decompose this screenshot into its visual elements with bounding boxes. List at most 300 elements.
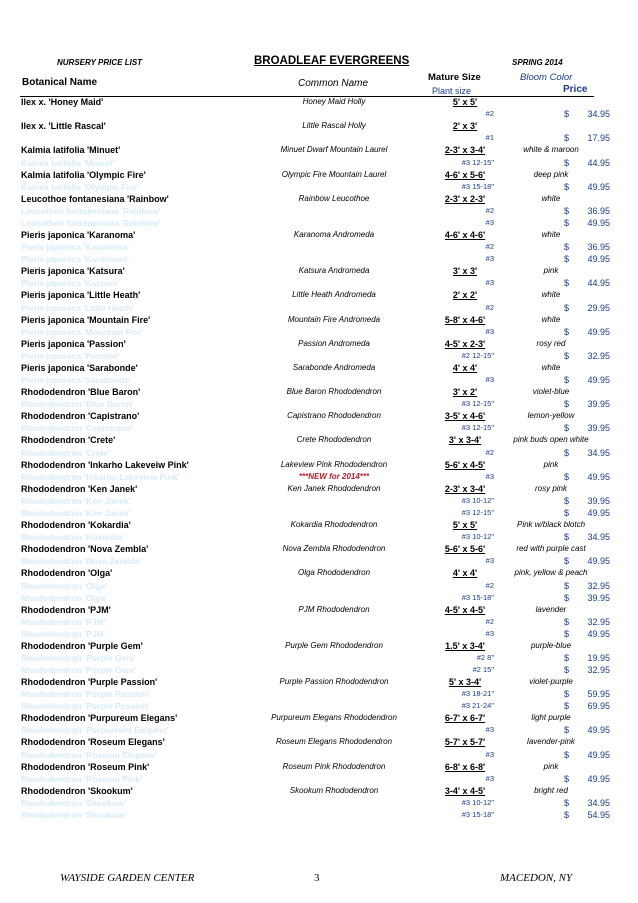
botanical-name: Rhododendron 'Purpureum Elegans' bbox=[21, 713, 178, 724]
plant-size: #2 bbox=[485, 580, 494, 590]
plant-row bbox=[0, 169, 638, 181]
bloom-color: white bbox=[541, 314, 561, 324]
common-name: PJM Rhododendron bbox=[298, 604, 370, 614]
price-row bbox=[0, 616, 638, 628]
price-value: 32.95 bbox=[587, 580, 610, 591]
ghost-botanical-name: Rhododendron 'Purpureum Elegans' bbox=[21, 725, 169, 736]
currency-symbol: $ bbox=[564, 350, 570, 361]
price-value: 44.95 bbox=[587, 278, 610, 289]
mature-size: 6-7' x 6-7' bbox=[444, 713, 486, 724]
plant-size: #3 bbox=[485, 725, 494, 735]
price-value: 49.95 bbox=[587, 217, 610, 228]
common-name: Crete Rhododendron bbox=[296, 435, 372, 445]
bloom-color: pink, yellow & peach bbox=[514, 568, 588, 578]
plant-size: #3 21-24" bbox=[461, 701, 494, 711]
botanical-name: Rhododendron 'Olga' bbox=[21, 568, 113, 579]
bloom-color: white bbox=[541, 229, 561, 239]
price-value: 49.95 bbox=[587, 725, 610, 736]
footer-location: MACEDON, NY bbox=[500, 872, 573, 884]
mature-size: 4-6' x 4-6' bbox=[444, 229, 486, 240]
ghost-botanical-name: Rhododendron 'Roseum Pink' bbox=[21, 773, 143, 784]
plant-size: #3 bbox=[485, 749, 494, 759]
mature-size: 4' x 4' bbox=[452, 362, 478, 373]
common-name: Roseum Pink Rhododendron bbox=[282, 761, 386, 771]
mature-size: 6-8' x 6-8' bbox=[444, 761, 486, 772]
price-row bbox=[0, 181, 638, 193]
plant-size: #2 bbox=[485, 109, 494, 119]
price-value: 39.95 bbox=[587, 423, 610, 434]
mature-size: 4-5' x 2-3' bbox=[444, 338, 486, 349]
mature-size: 5-6' x 5-6' bbox=[444, 544, 486, 555]
ghost-botanical-name: Rhododendron 'Olga' bbox=[21, 580, 108, 591]
currency-symbol: $ bbox=[564, 508, 570, 518]
plant-size: #2 bbox=[485, 242, 494, 252]
price-row bbox=[0, 700, 638, 712]
bloom-color: pink bbox=[543, 459, 559, 469]
bloom-color: pink buds open white bbox=[513, 435, 589, 445]
plant-size: #1 bbox=[485, 133, 494, 143]
common-name: Purple Passion Rhododendron bbox=[279, 676, 389, 686]
botanical-name: Rhododendron 'PJM' bbox=[21, 604, 111, 615]
common-name: Little Heath Andromeda bbox=[292, 290, 376, 300]
mature-size: 5' x 3-4' bbox=[448, 676, 482, 687]
plant-row bbox=[0, 386, 638, 398]
price-value: 54.95 bbox=[587, 809, 610, 820]
ghost-botanical-name: Rhododendron 'Capistrano' bbox=[21, 423, 133, 434]
ghost-botanical-name: Pieris japonica 'Passion' bbox=[21, 350, 120, 361]
currency-symbol: $ bbox=[564, 532, 570, 543]
price-row bbox=[0, 132, 638, 144]
common-name: Roseum Elegans Rhododendron bbox=[275, 737, 393, 747]
price-value: 49.95 bbox=[587, 471, 610, 482]
bloom-color: white bbox=[541, 362, 561, 372]
plant-size: #3 18-21" bbox=[461, 689, 494, 699]
plant-size: #3 bbox=[485, 556, 494, 566]
plant-size: #2 bbox=[485, 447, 494, 457]
price-row bbox=[0, 326, 638, 338]
price-row bbox=[0, 507, 638, 519]
price-row bbox=[0, 374, 638, 386]
page-number: 3 bbox=[314, 872, 320, 884]
currency-symbol: $ bbox=[564, 302, 570, 313]
currency-symbol: $ bbox=[564, 556, 570, 567]
plant-row bbox=[0, 736, 638, 748]
price-value: 44.95 bbox=[587, 157, 610, 168]
ghost-botanical-name: Pieris japonica 'Mountain Fire' bbox=[21, 326, 144, 337]
mature-size: 1.5' x 3-4' bbox=[445, 640, 485, 651]
price-row bbox=[0, 555, 638, 567]
ghost-botanical-name: Rhododendron 'Purple Passion' bbox=[21, 689, 150, 700]
plant-size: #2 bbox=[485, 616, 494, 626]
common-name: Purpureum Elegans Rhododendron bbox=[271, 713, 397, 723]
ghost-botanical-name: Rhododendron 'Kokardia' bbox=[21, 532, 125, 543]
currency-symbol: $ bbox=[564, 616, 570, 627]
plant-row bbox=[0, 712, 638, 724]
plant-size: #3 bbox=[485, 326, 494, 336]
plant-row bbox=[0, 120, 638, 132]
price-row bbox=[0, 302, 638, 314]
ghost-botanical-name: Kalmia latifolia 'Olympic Fire' bbox=[21, 181, 139, 192]
price-value: 69.95 bbox=[587, 701, 610, 712]
col-header-mature-size: Mature Size bbox=[428, 72, 481, 83]
season-label: SPRING 2014 bbox=[512, 58, 563, 67]
bloom-color: Pink w/black blotch bbox=[516, 520, 586, 529]
price-value: 49.95 bbox=[587, 508, 610, 518]
plant-row bbox=[0, 265, 638, 277]
common-name: Nova Zembla Rhododendron bbox=[282, 544, 386, 554]
col-header-botanical: Botanical Name bbox=[22, 77, 98, 88]
common-name: Ken Janek Rhododendron bbox=[287, 483, 381, 493]
plant-size: #3 bbox=[485, 217, 494, 227]
plant-row bbox=[0, 785, 638, 797]
ghost-botanical-name: Rhododendron 'PJM' bbox=[21, 628, 106, 639]
currency-symbol: $ bbox=[564, 592, 570, 603]
plant-row bbox=[0, 144, 638, 156]
botanical-name: Rhododendron 'Roseum Pink' bbox=[21, 761, 150, 772]
price-value: 34.95 bbox=[587, 109, 610, 120]
ghost-botanical-name: Pieris japonica 'Little Heath' bbox=[21, 302, 134, 313]
price-value: 49.95 bbox=[587, 375, 610, 386]
price-row bbox=[0, 422, 638, 434]
ghost-botanical-name: Pieris japonica 'Sarabonde' bbox=[21, 375, 132, 386]
ghost-botanical-name: Leucothoe fontanesiana 'Rainbow' bbox=[21, 217, 161, 228]
botanical-name: Pieris japonica 'Katsura' bbox=[21, 266, 125, 277]
plant-size: #3 15-18" bbox=[461, 809, 494, 819]
plant-size: #2 bbox=[485, 302, 494, 312]
mature-size: 5-6' x 4-5' bbox=[444, 459, 486, 470]
plant-row bbox=[0, 96, 638, 108]
price-value: 34.95 bbox=[587, 447, 610, 458]
price-value: 39.95 bbox=[587, 399, 610, 410]
mature-size: 2' x 3' bbox=[452, 121, 478, 132]
common-name: Capistrano Rhododendron bbox=[287, 411, 381, 421]
ghost-botanical-name: Rhododendron 'PJM' bbox=[21, 616, 106, 627]
common-name: Passion Andromeda bbox=[298, 338, 370, 348]
ghost-botanical-name: Rhododendron 'Nova Zembla' bbox=[21, 556, 142, 567]
section-title: BROADLEAF EVERGREENS bbox=[254, 55, 410, 67]
common-name: Little Rascal Holly bbox=[302, 121, 366, 131]
price-value: 32.95 bbox=[587, 350, 610, 361]
plant-row bbox=[0, 434, 638, 446]
currency-symbol: $ bbox=[564, 580, 570, 591]
bloom-color: rosy red bbox=[536, 338, 566, 348]
price-row bbox=[0, 580, 638, 592]
plant-row bbox=[0, 193, 638, 205]
botanical-name: Rhododendron 'Roseum Elegans' bbox=[21, 737, 165, 748]
botanical-name: Pieris japonica 'Little Heath' bbox=[21, 290, 141, 301]
mature-size: 3' x 3' bbox=[452, 266, 478, 277]
ghost-botanical-name: Rhododendron 'Skookum' bbox=[21, 809, 127, 820]
currency-symbol: $ bbox=[564, 701, 570, 712]
col-header-bloom-color: Bloom Color bbox=[520, 72, 573, 83]
botanical-name: Leucothoe fontanesiana 'Rainbow' bbox=[21, 193, 169, 204]
price-row bbox=[0, 253, 638, 265]
currency-symbol: $ bbox=[564, 447, 570, 458]
price-value: 49.95 bbox=[587, 326, 610, 337]
mature-size: 5-7' x 5-7' bbox=[444, 737, 486, 748]
ghost-botanical-name: Pieris japonica 'Katsura' bbox=[21, 278, 120, 289]
currency-symbol: $ bbox=[564, 628, 570, 639]
common-name: Katsura Andromeda bbox=[298, 266, 370, 276]
price-value: 59.95 bbox=[587, 689, 610, 700]
plant-row bbox=[0, 604, 638, 616]
price-value: 36.95 bbox=[587, 205, 610, 216]
ghost-botanical-name: Rhododendron 'Inkarho Lakeview Pink' bbox=[21, 471, 180, 482]
plant-row bbox=[0, 519, 638, 531]
bloom-color: violet-blue bbox=[532, 387, 570, 397]
ghost-botanical-name: Rhododendron 'Crete' bbox=[21, 447, 111, 458]
mature-size: 5' x 5' bbox=[452, 520, 478, 530]
plant-size: #3 15-18" bbox=[461, 181, 494, 191]
botanical-name: Kalmia latifolia 'Minuet' bbox=[21, 145, 121, 156]
mature-size: 3-4' x 4-5' bbox=[444, 785, 486, 796]
currency-symbol: $ bbox=[564, 423, 570, 434]
plant-row bbox=[0, 289, 638, 301]
botanical-name: Rhododendron 'Purple Passion' bbox=[21, 676, 158, 687]
bloom-color: lavender-pink bbox=[527, 737, 575, 747]
plant-row bbox=[0, 229, 638, 241]
price-row bbox=[0, 592, 638, 604]
currency-symbol: $ bbox=[564, 664, 570, 675]
plant-row bbox=[0, 567, 638, 579]
mature-size: 3' x 2' bbox=[452, 387, 478, 398]
common-name: Rainbow Leucothoe bbox=[298, 193, 370, 203]
plant-size: #3 bbox=[485, 773, 494, 783]
common-name: Blue Baron Rhododendron bbox=[286, 387, 382, 397]
ghost-botanical-name: Pieris japonica 'Karanoma' bbox=[21, 242, 129, 253]
bloom-color: rosy pink bbox=[534, 483, 567, 493]
price-value: 49.95 bbox=[587, 773, 610, 784]
price-row bbox=[0, 749, 638, 761]
botanical-name: Rhododendron 'Crete' bbox=[21, 435, 116, 446]
plant-size: #3 12-15" bbox=[461, 157, 494, 167]
common-name: Olga Rhododendron bbox=[297, 568, 371, 578]
bloom-color: violet-purple bbox=[529, 676, 573, 686]
price-row bbox=[0, 157, 638, 169]
price-row bbox=[0, 398, 638, 410]
ghost-botanical-name: Rhododendron 'Ken Janek' bbox=[21, 496, 131, 506]
mature-size: 2-3' x 2-3' bbox=[444, 193, 486, 204]
plant-size: #2 8" bbox=[476, 652, 494, 662]
ghost-botanical-name: Rhododendron 'Ken Janek' bbox=[21, 508, 131, 518]
common-name: Karanoma Andromeda bbox=[293, 229, 375, 239]
price-value: 36.95 bbox=[587, 242, 610, 253]
botanical-name: Pieris japonica 'Karanoma' bbox=[21, 229, 136, 240]
mature-size: 5' x 5' bbox=[452, 97, 478, 107]
ghost-botanical-name: Rhododendron 'Purple Passion' bbox=[21, 701, 150, 712]
ghost-botanical-name: Rhododendron 'Skookum' bbox=[21, 797, 127, 808]
currency-symbol: $ bbox=[564, 326, 570, 337]
price-row bbox=[0, 205, 638, 217]
plant-row bbox=[0, 640, 638, 652]
price-value: 49.95 bbox=[587, 628, 610, 639]
mature-size: 2' x 2' bbox=[452, 290, 478, 301]
plant-size: #3 bbox=[485, 278, 494, 288]
currency-symbol: $ bbox=[564, 254, 570, 265]
price-row bbox=[0, 531, 638, 543]
price-value: 49.95 bbox=[587, 254, 610, 265]
price-row bbox=[0, 664, 638, 676]
mature-size: 2-3' x 3-4' bbox=[444, 145, 486, 156]
price-value: 32.95 bbox=[587, 616, 610, 627]
price-row bbox=[0, 797, 638, 809]
currency-symbol: $ bbox=[564, 133, 570, 144]
currency-symbol: $ bbox=[564, 181, 570, 192]
botanical-name: Rhododendron 'Kokardia' bbox=[21, 520, 131, 530]
botanical-name: Pieris japonica 'Sarabonde' bbox=[21, 362, 138, 373]
ghost-botanical-name: Rhododendron 'Olga' bbox=[21, 592, 108, 603]
price-value: 17.95 bbox=[587, 133, 610, 144]
common-name: Sarabonde Andromeda bbox=[292, 362, 376, 372]
bloom-color: purple-blue bbox=[530, 640, 572, 650]
plant-row bbox=[0, 543, 638, 555]
plant-row bbox=[0, 676, 638, 688]
common-name: Mountain Fire Andromeda bbox=[287, 314, 381, 324]
currency-symbol: $ bbox=[564, 652, 570, 663]
col-header-price: Price bbox=[563, 84, 588, 95]
bloom-color: deep pink bbox=[533, 169, 569, 179]
bloom-color: white bbox=[541, 290, 561, 300]
common-name: Purple Gem Rhododendron bbox=[285, 640, 383, 650]
price-row bbox=[0, 350, 638, 362]
plant-row bbox=[0, 362, 638, 374]
botanical-name: Kalmia latifolia 'Olympic Fire' bbox=[21, 169, 146, 180]
botanical-name: Ilex x. 'Honey Maid' bbox=[21, 97, 104, 107]
botanical-name: Rhododendron 'Capistrano' bbox=[21, 411, 140, 422]
ghost-botanical-name: Rhododendron 'Roseum Elegans' bbox=[21, 749, 157, 760]
price-row bbox=[0, 688, 638, 700]
botanical-name: Rhododendron 'Ken Janek' bbox=[21, 483, 138, 494]
mature-size: 4' x 4' bbox=[452, 568, 478, 579]
plant-size: #3 bbox=[485, 471, 494, 481]
col-header-plant-size: Plant size bbox=[432, 86, 472, 96]
new-badge: ***NEW for 2014*** bbox=[298, 471, 370, 481]
currency-symbol: $ bbox=[564, 689, 570, 700]
price-table bbox=[0, 96, 638, 821]
bloom-color: bright red bbox=[534, 785, 568, 795]
common-name: Kokardia Rhododendron bbox=[290, 520, 378, 529]
botanical-name: Rhododendron 'Purple Gem' bbox=[21, 640, 143, 651]
currency-symbol: $ bbox=[564, 399, 570, 410]
price-value: 49.95 bbox=[587, 749, 610, 760]
mature-size: 5-8' x 4-6' bbox=[444, 314, 486, 325]
plant-size: #3 12-15" bbox=[461, 423, 494, 433]
bloom-color: lemon-yellow bbox=[527, 411, 575, 421]
botanical-name: Rhododendron 'Nova Zembla' bbox=[21, 544, 149, 555]
mature-size: 3-5' x 4-6' bbox=[444, 411, 486, 422]
price-row bbox=[0, 277, 638, 289]
currency-symbol: $ bbox=[564, 809, 570, 820]
currency-symbol: $ bbox=[564, 496, 570, 506]
price-value: 39.95 bbox=[587, 496, 610, 506]
price-row bbox=[0, 628, 638, 640]
plant-size: #3 12-15" bbox=[461, 399, 494, 409]
plant-size: #3 10-12" bbox=[461, 532, 494, 542]
common-name: Olympic Fire Mountain Laurel bbox=[281, 169, 387, 179]
ghost-botanical-name: Kalmia latifolia 'Minuet' bbox=[21, 157, 115, 168]
price-row bbox=[0, 217, 638, 229]
botanical-name: Ilex x. 'Little Rascal' bbox=[21, 121, 106, 132]
ghost-botanical-name: Rhododendron 'Purple Gem' bbox=[21, 652, 137, 663]
plant-row bbox=[0, 459, 638, 471]
currency-symbol: $ bbox=[564, 725, 570, 736]
price-value: 49.95 bbox=[587, 181, 610, 192]
mature-size: 4-6' x 5-6' bbox=[444, 169, 486, 180]
botanical-name: Pieris japonica 'Mountain Fire' bbox=[21, 314, 151, 325]
bloom-color: red with purple cast bbox=[516, 544, 586, 554]
ghost-botanical-name: Leucothoe fontanesiana 'Rainbow' bbox=[21, 205, 161, 216]
price-row bbox=[0, 773, 638, 785]
botanical-name: Rhododendron 'Blue Baron' bbox=[21, 387, 141, 398]
price-value: 49.95 bbox=[587, 556, 610, 567]
mature-size: 3' x 3-4' bbox=[448, 435, 482, 446]
botanical-name: Pieris japonica 'Passion' bbox=[21, 338, 126, 349]
currency-symbol: $ bbox=[564, 471, 570, 482]
currency-symbol: $ bbox=[564, 278, 570, 289]
plant-size: #3 10-12" bbox=[461, 797, 494, 807]
footer-store-name: WAYSIDE GARDEN CENTER bbox=[60, 872, 195, 884]
price-value: 39.95 bbox=[587, 592, 610, 603]
currency-symbol: $ bbox=[564, 217, 570, 228]
plant-row bbox=[0, 761, 638, 773]
col-header-common: Common Name bbox=[298, 78, 369, 89]
price-row bbox=[0, 471, 638, 483]
price-row bbox=[0, 724, 638, 736]
botanical-name: Rhododendron 'Skookum' bbox=[21, 785, 133, 796]
price-row bbox=[0, 447, 638, 459]
currency-symbol: $ bbox=[564, 205, 570, 216]
currency-symbol: $ bbox=[564, 797, 570, 808]
botanical-name: Rhododendron 'Inkarho Lakeveiw Pink' bbox=[21, 459, 189, 470]
bloom-color: white bbox=[541, 193, 561, 203]
currency-symbol: $ bbox=[564, 749, 570, 760]
bloom-color: white & maroon bbox=[523, 145, 579, 155]
common-name: Minuet Dwarf Mountain Laurel bbox=[280, 145, 388, 155]
list-title: NURSERY PRICE LIST bbox=[57, 58, 143, 67]
plant-row bbox=[0, 410, 638, 422]
common-name: Skookum Rhododendron bbox=[289, 785, 379, 795]
currency-symbol: $ bbox=[564, 109, 570, 120]
price-value: 34.95 bbox=[587, 532, 610, 543]
price-row bbox=[0, 108, 638, 120]
bloom-color: pink bbox=[543, 761, 559, 771]
mature-size: 2-3' x 3-4' bbox=[444, 483, 486, 494]
currency-symbol: $ bbox=[564, 157, 570, 168]
plant-size: #2 15" bbox=[472, 664, 494, 674]
price-row bbox=[0, 652, 638, 664]
bloom-color: light purple bbox=[531, 713, 571, 723]
bloom-color: pink bbox=[543, 266, 559, 276]
common-name: Lakeview Pink Rhododendron bbox=[280, 459, 388, 469]
plant-size: #3 bbox=[485, 254, 494, 264]
price-row bbox=[0, 809, 638, 821]
price-value: 29.95 bbox=[587, 302, 610, 313]
currency-symbol: $ bbox=[564, 375, 570, 386]
plant-size: #3 bbox=[485, 628, 494, 638]
price-value: 19.95 bbox=[587, 652, 610, 663]
plant-size: #2 12-15" bbox=[461, 350, 494, 360]
plant-size: #3 12-15" bbox=[461, 508, 494, 517]
plant-size: #2 bbox=[485, 205, 494, 215]
ghost-botanical-name: Rhododendron 'Purple Gem' bbox=[21, 664, 137, 675]
plant-row bbox=[0, 314, 638, 326]
price-value: 34.95 bbox=[587, 797, 610, 808]
plant-row bbox=[0, 338, 638, 350]
mature-size: 4-5' x 4-5' bbox=[444, 604, 486, 615]
currency-symbol: $ bbox=[564, 773, 570, 784]
plant-size: #3 15-18" bbox=[461, 592, 494, 602]
common-name: Honey Maid Holly bbox=[302, 97, 366, 106]
